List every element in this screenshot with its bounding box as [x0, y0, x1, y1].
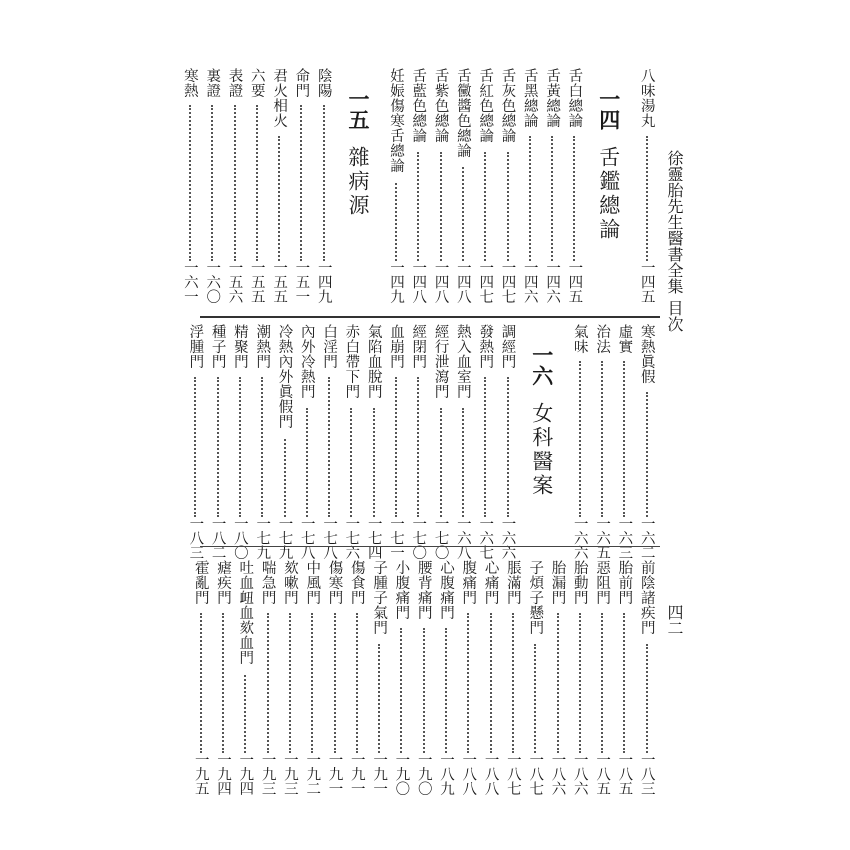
entry-title: 傷食門 — [348, 560, 365, 605]
entry-page: 一五一 — [293, 259, 310, 303]
entry-title: 喘急門 — [259, 560, 276, 605]
entry-page: 一四五 — [638, 259, 655, 303]
toc-entry[interactable] — [613, 560, 635, 795]
entry-page: 一四七 — [477, 259, 494, 303]
toc-entry[interactable] — [296, 324, 318, 559]
entry-title: 冷熱內外眞假門 — [276, 324, 293, 429]
toc-entry[interactable] — [591, 324, 613, 559]
toc-entry[interactable] — [257, 560, 279, 795]
toc-entry[interactable] — [390, 560, 412, 795]
leader-dots — [579, 361, 581, 517]
toc-entry[interactable] — [346, 560, 368, 795]
entry-title: 潮熱門 — [254, 324, 271, 369]
leader-dots — [323, 105, 325, 261]
entry-title: 舌黑總論 — [521, 68, 538, 128]
entry-title: 陰陽 — [315, 68, 332, 98]
toc-entry[interactable] — [368, 560, 390, 795]
leader-dots — [462, 408, 464, 518]
entry-page: 一七九 — [276, 515, 293, 559]
toc-block-top — [181, 68, 800, 308]
toc-entry[interactable] — [502, 560, 524, 795]
toc-entry[interactable] — [190, 560, 212, 795]
entry-title: 種子門 — [209, 324, 226, 369]
leader-dots — [373, 408, 375, 518]
toc-entry[interactable] — [524, 560, 546, 795]
entry-title: 舌黴醬色總論 — [454, 68, 471, 158]
entry-page: 一四八 — [432, 259, 449, 303]
leader-dots — [484, 377, 486, 518]
leader-dots — [601, 613, 603, 754]
leader-dots — [601, 361, 603, 517]
entry-page: 一九一 — [371, 751, 388, 795]
toc-entry[interactable] — [452, 324, 474, 559]
toc-entry[interactable] — [340, 324, 362, 559]
toc-entry[interactable] — [430, 68, 452, 303]
entry-page: 一六八 — [454, 515, 471, 559]
entry-title: 子腫子氣門 — [371, 560, 388, 635]
toc-entry[interactable] — [324, 560, 346, 795]
entry-title: 赤白帶下門 — [343, 324, 360, 399]
section-heading — [592, 88, 626, 242]
toc-entry[interactable] — [301, 560, 323, 795]
section-number: 一五 — [346, 88, 371, 130]
toc-entry[interactable] — [636, 324, 658, 559]
toc-entry[interactable] — [234, 560, 256, 795]
toc-entry[interactable] — [480, 560, 502, 795]
entry-page: 一五五 — [248, 259, 265, 303]
entry-title: 經行泄瀉門 — [432, 324, 449, 399]
entry-page: 一九二 — [304, 751, 321, 795]
entry-title: 八味湯丸 — [638, 68, 655, 128]
toc-entry[interactable] — [519, 68, 541, 303]
entry-title: 舌白總論 — [566, 68, 583, 128]
entry-title: 胎漏門 — [549, 560, 566, 605]
toc-block-middle — [187, 324, 800, 564]
entry-title: 胎動門 — [571, 560, 588, 605]
leader-dots — [490, 613, 492, 754]
entry-page: 一九一 — [326, 751, 343, 795]
entry-title: 熱入血室門 — [454, 324, 471, 399]
entry-title: 舌藍色總論 — [410, 68, 427, 143]
toc-entry[interactable] — [569, 324, 591, 559]
entry-title: 白淫門 — [321, 324, 338, 369]
toc-entry[interactable] — [563, 68, 585, 303]
entry-page: 一七〇 — [410, 515, 427, 559]
toc-entry[interactable] — [318, 324, 340, 559]
leader-dots — [579, 613, 581, 754]
toc-entry[interactable] — [569, 560, 591, 795]
entry-title: 惡阻門 — [594, 560, 611, 605]
entry-title: 表證 — [226, 68, 243, 98]
leader-dots — [400, 628, 402, 753]
toc-entry[interactable] — [430, 324, 452, 559]
toc-entry[interactable] — [407, 324, 429, 559]
leader-dots — [423, 628, 425, 753]
entry-page: 一五五 — [271, 259, 288, 303]
page-number: 四二 — [665, 604, 684, 636]
entry-page: 一九三 — [281, 751, 298, 795]
entry-page: 一七四 — [365, 515, 382, 559]
entry-page: 一四八 — [410, 259, 427, 303]
entry-page: 一八五 — [594, 751, 611, 795]
leader-dots — [395, 377, 397, 518]
entry-page: 一六六 — [499, 515, 516, 559]
entry-title: 浮腫門 — [187, 324, 204, 369]
leader-dots — [311, 613, 313, 754]
leader-dots — [445, 628, 447, 753]
entry-page: 一四九 — [388, 259, 404, 303]
toc-entry[interactable] — [541, 68, 563, 303]
entry-page: 一四九 — [315, 259, 332, 303]
divider — [200, 316, 660, 318]
toc-entry[interactable] — [636, 68, 658, 303]
toc-entry[interactable] — [385, 68, 407, 303]
entry-title: 妊娠傷寒舌總論 — [388, 68, 404, 173]
entry-title: 調經門 — [499, 324, 516, 369]
leader-dots — [200, 613, 202, 754]
entry-page: 一八六 — [571, 751, 588, 795]
entry-title: 寒熱 — [181, 68, 198, 98]
entry-title: 君火相火 — [271, 68, 288, 128]
divider — [200, 546, 660, 547]
entry-page: 一八九 — [438, 751, 454, 795]
leader-dots — [646, 644, 648, 754]
leader-dots — [462, 167, 464, 261]
toc-entry[interactable] — [268, 68, 290, 303]
toc-entry[interactable] — [591, 560, 613, 795]
entry-page: 一四五 — [566, 259, 583, 303]
entry-page: 一九一 — [348, 751, 365, 795]
entry-title: 心痛門 — [482, 560, 499, 605]
toc-entry[interactable] — [413, 560, 435, 795]
leader-dots — [234, 105, 236, 261]
toc-entry[interactable] — [407, 68, 429, 303]
section-title: 舌鑑總論 — [596, 146, 621, 242]
entry-title: 前陰諸疾門 — [638, 560, 655, 635]
leader-dots — [623, 361, 625, 517]
toc-entry[interactable] — [290, 68, 312, 303]
toc-entry[interactable] — [385, 324, 407, 559]
leader-dots — [267, 613, 269, 754]
entry-title: 霍亂門 — [192, 560, 209, 605]
entry-title: 治法 — [594, 324, 611, 354]
leader-dots — [350, 408, 352, 518]
toc-entry[interactable] — [184, 324, 206, 559]
section-label: 目次 — [665, 300, 684, 332]
entry-title: 舌紫色總論 — [432, 68, 449, 143]
entry-title: 胎前門 — [616, 560, 633, 605]
entry-title: 六要 — [248, 68, 265, 98]
section-number: 一六 — [529, 344, 555, 386]
toc-entry[interactable] — [207, 324, 229, 559]
entry-title: 氣陷血脫門 — [365, 324, 382, 399]
leader-dots — [529, 136, 531, 261]
leader-dots — [194, 377, 196, 518]
entry-title: 舌紅色總論 — [477, 68, 494, 143]
leader-dots — [289, 613, 291, 754]
entry-title: 吐血衄血欬血門 — [237, 560, 254, 665]
entry-page: 一四六 — [521, 259, 538, 303]
leader-dots — [507, 377, 509, 518]
leader-dots — [378, 644, 380, 754]
entry-page: 一六七 — [477, 515, 494, 559]
entry-page: 一六〇 — [204, 259, 221, 303]
entry-page: 一八三 — [187, 515, 204, 559]
leader-dots — [256, 105, 258, 261]
entry-page: 一九〇 — [415, 751, 432, 795]
entry-page: 一七六 — [343, 515, 360, 559]
entry-title: 心腹痛門 — [438, 560, 454, 620]
leader-dots — [557, 613, 559, 754]
leader-dots — [395, 183, 397, 262]
toc-entry[interactable] — [363, 324, 385, 559]
toc-entry[interactable] — [279, 560, 301, 795]
entry-title: 舌黃總論 — [544, 68, 561, 128]
leader-dots — [306, 408, 308, 518]
leader-dots — [356, 613, 358, 754]
leader-dots — [551, 136, 553, 261]
leader-dots — [573, 136, 575, 261]
entry-title: 腹痛門 — [460, 560, 477, 605]
entry-title: 發熱門 — [477, 324, 494, 369]
entry-page: 一六一 — [181, 259, 198, 303]
toc-entry[interactable] — [251, 324, 273, 559]
leader-dots — [211, 105, 213, 261]
entry-title: 寒熱眞假 — [638, 324, 655, 384]
entry-title: 命門 — [293, 68, 310, 98]
leader-dots — [440, 152, 442, 262]
entry-page: 一九四 — [237, 751, 254, 795]
leader-dots — [328, 377, 330, 518]
toc-entry[interactable] — [229, 324, 251, 559]
entry-page: 一九五 — [192, 751, 209, 795]
entry-page: 一九〇 — [393, 751, 410, 795]
toc-entry[interactable] — [636, 560, 658, 795]
entry-page: 一八八 — [460, 751, 477, 795]
toc-entry[interactable] — [474, 324, 496, 559]
entry-page: 一八六 — [549, 751, 566, 795]
entry-page: 一八三 — [638, 751, 655, 795]
toc-entry[interactable] — [224, 68, 246, 303]
toc-entry[interactable] — [474, 68, 496, 303]
section-heading — [341, 88, 375, 218]
toc-entry[interactable] — [497, 324, 519, 559]
entry-title: 經閉門 — [410, 324, 427, 369]
leader-dots — [512, 613, 514, 754]
leader-dots — [417, 377, 419, 518]
toc-entry[interactable] — [313, 68, 335, 303]
toc-entry[interactable] — [274, 324, 296, 559]
leader-dots — [623, 613, 625, 754]
entry-title: 內外冷熱門 — [298, 324, 315, 399]
leader-dots — [217, 377, 219, 518]
leader-dots — [440, 408, 442, 518]
toc-entry[interactable] — [212, 560, 234, 795]
entry-title: 欬嗽門 — [281, 560, 298, 605]
leader-dots — [646, 392, 648, 517]
entry-page: 一八七 — [527, 751, 544, 795]
leader-dots — [334, 613, 336, 754]
entry-page: 一八〇 — [231, 515, 248, 559]
entry-page: 一四七 — [499, 259, 516, 303]
toc-entry[interactable] — [457, 560, 479, 795]
entry-title: 精聚門 — [231, 324, 248, 369]
entry-page: 一九四 — [215, 751, 231, 795]
entry-page: 一七九 — [254, 515, 271, 559]
section-title: 女科醫案 — [529, 402, 554, 498]
leader-dots — [284, 439, 286, 518]
leader-dots — [484, 152, 486, 262]
leader-dots — [467, 613, 469, 754]
entry-title: 瘧疾門 — [215, 560, 231, 605]
toc-entry[interactable] — [547, 560, 569, 795]
leader-dots — [417, 152, 419, 262]
toc-entry[interactable] — [246, 68, 268, 303]
entry-page: 一八七 — [504, 751, 521, 795]
entry-page: 一八二 — [209, 515, 226, 559]
entry-page: 一七八 — [298, 515, 315, 559]
leader-dots — [222, 613, 224, 754]
entry-page: 一九三 — [259, 751, 276, 795]
section-title: 雜病源 — [346, 146, 370, 218]
entry-page: 一六二 — [638, 515, 655, 559]
section-number: 一四 — [596, 88, 622, 130]
toc-entry[interactable] — [497, 68, 519, 303]
toc-entry[interactable] — [201, 68, 223, 303]
leader-dots — [507, 152, 509, 262]
entry-page: 一六三 — [616, 515, 633, 559]
entry-page: 一六六 — [571, 515, 588, 559]
entry-title: 氣味 — [571, 324, 588, 354]
leader-dots — [244, 675, 246, 754]
entry-title: 傷寒門 — [326, 560, 343, 605]
entry-title: 舌灰色總論 — [499, 68, 516, 143]
leader-dots — [239, 377, 241, 518]
entry-page: 一七〇 — [432, 515, 449, 559]
toc-block-bottom — [192, 560, 800, 800]
entry-title: 子煩子懸門 — [527, 560, 544, 635]
entry-page: 一八五 — [616, 751, 633, 795]
toc-entry[interactable] — [179, 68, 201, 303]
entry-page: 一七八 — [321, 515, 338, 559]
entry-page: 一七一 — [388, 515, 404, 559]
leader-dots — [300, 105, 302, 261]
entry-title: 脹滿門 — [504, 560, 521, 605]
toc-entry[interactable] — [452, 68, 474, 303]
entry-title: 腰背痛門 — [415, 560, 432, 620]
toc-entry[interactable] — [435, 560, 457, 795]
entry-page: 一六五 — [594, 515, 611, 559]
leader-dots — [534, 644, 536, 754]
leader-dots — [278, 136, 280, 261]
entry-title: 中風門 — [304, 560, 321, 605]
entry-title: 虛實 — [616, 324, 633, 354]
leader-dots — [189, 105, 191, 261]
toc-entry[interactable] — [613, 324, 635, 559]
book-title: 徐靈胎先生醫書全集 — [665, 150, 684, 294]
entry-page: 一五六 — [226, 259, 243, 303]
entry-page: 一四八 — [454, 259, 471, 303]
leader-dots — [261, 377, 263, 518]
entry-page: 一四六 — [544, 259, 561, 303]
entry-title: 裏證 — [204, 68, 221, 98]
section-heading — [525, 344, 559, 498]
leader-dots — [646, 136, 648, 261]
entry-title: 小腹痛門 — [393, 560, 410, 620]
entry-title: 血崩門 — [388, 324, 404, 369]
entry-page: 一八八 — [482, 751, 499, 795]
